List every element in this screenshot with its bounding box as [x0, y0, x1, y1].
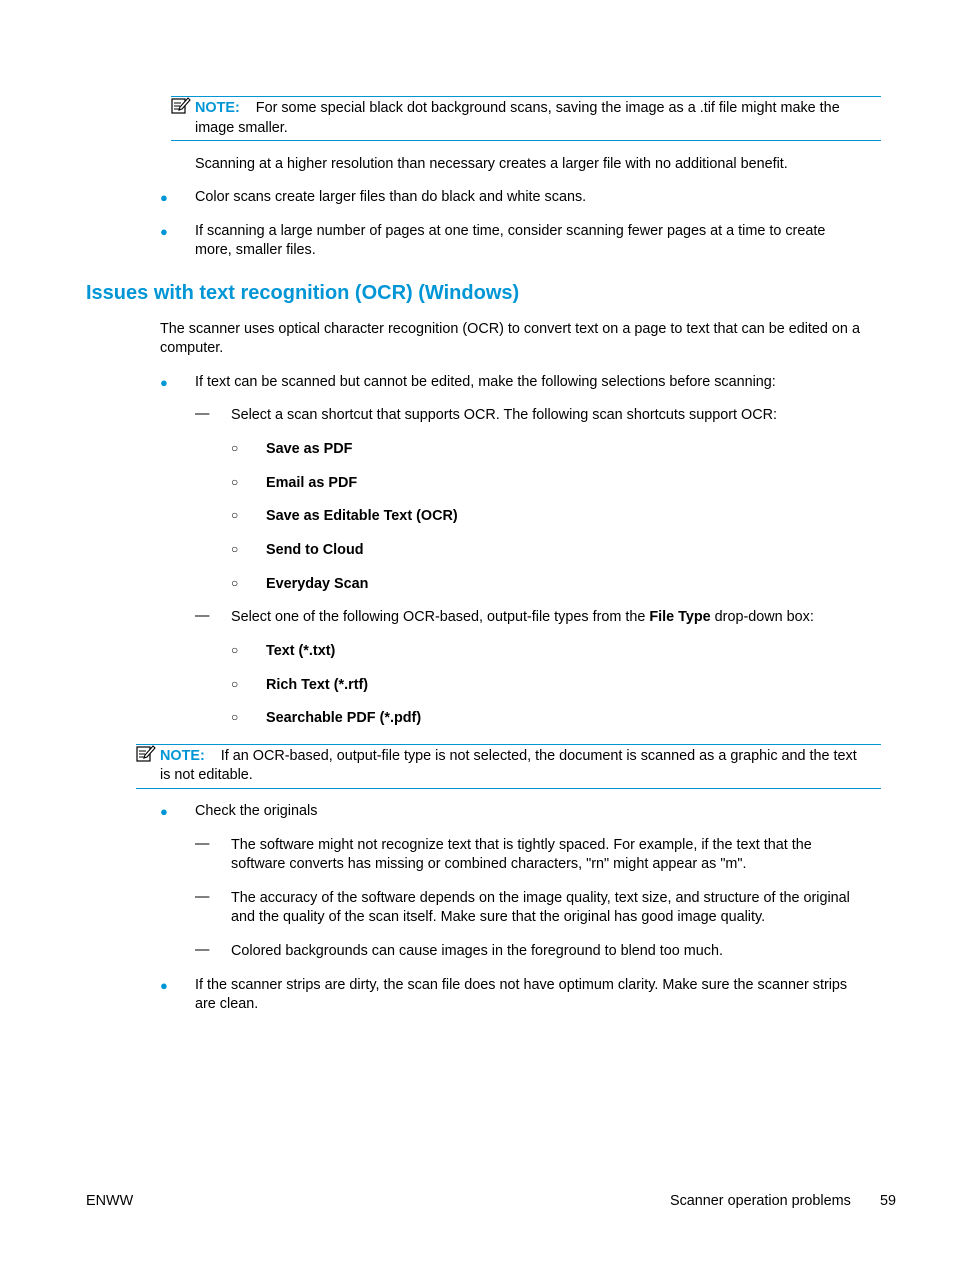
dash-icon: — [195, 889, 210, 905]
circle-bullet-icon: ○ [231, 710, 239, 724]
list-item: Check the originals [195, 803, 318, 819]
list-item: Email as PDF [266, 475, 358, 491]
list-item: If the scanner strips are dirty, the scan file does not have optimum clarity. Make sure the scanner strips [195, 977, 848, 993]
note-text-line: If an OCR-based, output-file type is not selected, the document is scanned as a graphic and the text [220, 748, 857, 764]
note-label: NOTE: [160, 748, 205, 764]
circle-bullet-icon: ○ [231, 542, 239, 556]
note-text [160, 747, 885, 767]
list-item: Select a scan shortcut that supports OCR. The following scan shortcuts support OCR: [231, 407, 778, 423]
note-text-line: is not editable. [160, 767, 253, 783]
circle-bullet-icon: ○ [231, 508, 239, 522]
list-item: If scanning a large number of pages at one time, consider scanning fewer pages at a time to create [195, 223, 826, 239]
list-item: Color scans create larger files than do black and white scans. [195, 189, 587, 205]
circle-bullet-icon: ○ [231, 677, 239, 691]
list-item: more, smaller files. [195, 242, 316, 258]
note-pencil-icon [171, 97, 191, 115]
list-item: Rich Text (*.rtf) [266, 677, 369, 693]
page-number: 59 [880, 1193, 897, 1209]
list-item: Save as Editable Text (OCR) [266, 508, 458, 524]
dash-icon: — [195, 942, 210, 958]
list-item: Select one of the following OCR-based, output-file types from the File Type drop-down box: [231, 609, 814, 625]
bullet-icon: ● [160, 224, 168, 239]
dash-icon: — [195, 608, 210, 624]
list-item: Colored backgrounds can cause images in the foreground to blend too much. [231, 943, 723, 959]
circle-bullet-icon: ○ [231, 475, 239, 489]
note-pencil-icon [136, 745, 156, 763]
list-item: Save as PDF [266, 441, 353, 457]
note-text-line: For some special black dot background scans, saving the image as a .tif file might make the [255, 100, 840, 116]
bullet-icon: ● [160, 375, 168, 390]
paragraph: Scanning at a higher resolution than necessary creates a larger file with no additional benefit. [195, 156, 788, 172]
bullet-icon: ● [160, 978, 168, 993]
list-item: Everyday Scan [266, 576, 369, 592]
paragraph: computer. [160, 340, 224, 356]
list-item: The software might not recognize text that is tightly spaced. For example, if the text that the [231, 837, 812, 853]
dash-icon: — [195, 836, 210, 852]
list-item: Searchable PDF (*.pdf) [266, 710, 422, 726]
footer-left: ENWW [86, 1193, 134, 1209]
dash-icon: — [195, 406, 210, 422]
note-text [195, 99, 885, 119]
paragraph: The scanner uses optical character recognition (OCR) to convert text on a page to text that can be edited on a [160, 321, 860, 337]
bullet-icon: ● [160, 804, 168, 819]
list-item: Send to Cloud [266, 542, 364, 558]
bullet-icon: ● [160, 190, 168, 205]
footer-section: Scanner operation problems [670, 1193, 851, 1209]
circle-bullet-icon: ○ [231, 441, 239, 455]
list-item: software converts has missing or combined characters, "rn" might appear as "m". [231, 856, 747, 872]
note-text-line: image smaller. [195, 120, 288, 136]
list-item: and the quality of the scan itself. Make sure that the original has good image quality. [231, 909, 766, 925]
list-item: If text can be scanned but cannot be edited, make the following selections before scanning: [195, 374, 776, 390]
list-item: The accuracy of the software depends on the image quality, text size, and structure of the original [231, 890, 850, 906]
list-item: are clean. [195, 996, 259, 1012]
circle-bullet-icon: ○ [231, 643, 239, 657]
note-label: NOTE: [195, 100, 240, 116]
list-item: Text (*.txt) [266, 643, 336, 659]
circle-bullet-icon: ○ [231, 576, 239, 590]
section-heading: Issues with text recognition (OCR) (Windows) [86, 282, 520, 304]
